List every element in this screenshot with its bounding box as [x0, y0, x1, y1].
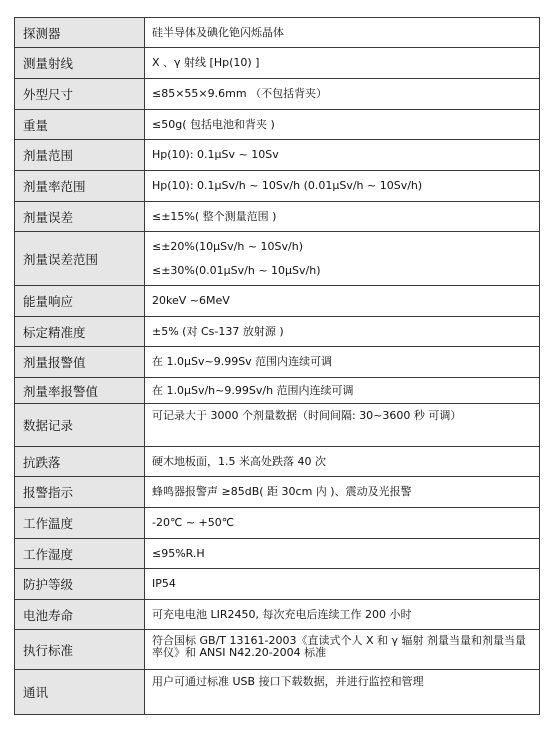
row-label: 剂量率报警值 [15, 378, 145, 404]
row-label: 探测器 [15, 18, 145, 48]
table-row [15, 286, 540, 317]
row-label: 能量响应 [15, 286, 145, 317]
row-value: 蜂鸣器报警声 ≥85dB( 距 30cm 内 )、震动及光报警 [145, 477, 540, 508]
table-row [15, 569, 540, 600]
row-value: 可记录大于 3000 个剂量数据（时间间隔: 30~3600 秒 可调） [145, 404, 540, 447]
spec-table [14, 17, 540, 715]
row-label: 剂量范围 [15, 140, 145, 171]
row-value: Hp(10): 0.1μSv/h ~ 10Sv/h (0.01μSv/h ~ 10Sv/h) [145, 171, 540, 202]
row-value: X 、γ 射线 [Hp(10) ] [145, 48, 540, 79]
row-label: 测量射线 [15, 48, 145, 79]
row-label: 电池寿命 [15, 600, 145, 630]
row-value-line: ≤±20%(10μSv/h ~ 10Sv/h) [152, 239, 304, 253]
row-value-multiline [145, 232, 540, 286]
row-value: 用户可通过标准 USB 接口下载数据，并进行监控和管理 [145, 670, 540, 715]
table-row [15, 202, 540, 232]
row-value: ≤85×55×9.6mm （不包括背夹） [145, 79, 540, 110]
row-value: ≤±15%( 整个测量范围 ) [145, 202, 540, 232]
row-label: 标定精准度 [15, 317, 145, 347]
row-value: Hp(10): 0.1μSv ~ 10Sv [145, 140, 540, 171]
row-label: 剂量误差范围 [15, 232, 145, 286]
row-value: 在 1.0μSv~9.99Sv 范围内连续可调 [145, 347, 540, 378]
table-row [15, 447, 540, 477]
row-label: 重量 [15, 110, 145, 140]
row-value: ±5% (对 Cs-137 放射源 ) [145, 317, 540, 347]
row-label: 数据记录 [15, 404, 145, 447]
row-value [145, 630, 540, 670]
row-label: 执行标准 [15, 630, 145, 670]
table-row [15, 600, 540, 630]
table-row [15, 171, 540, 202]
row-value: 在 1.0μSv/h~9.99Sv/h 范围内连续可调 [145, 378, 540, 404]
table-row [15, 670, 540, 715]
table-row [15, 18, 540, 48]
row-label: 外型尺寸 [15, 79, 145, 110]
row-value: IP54 [145, 569, 540, 600]
row-value: 硅半导体及碘化铯闪烁晶体 [145, 18, 540, 48]
row-value: 20keV ~6MeV [145, 286, 540, 317]
row-value: ≤95%R.H [145, 539, 540, 569]
row-label: 剂量率范围 [15, 171, 145, 202]
table-row [15, 477, 540, 508]
row-value: 可充电电池 LIR2450, 每次充电后连续工作 200 小时 [145, 600, 540, 630]
row-value: -20℃ ~ +50℃ [145, 508, 540, 539]
table-row [15, 378, 540, 404]
table-row [15, 140, 540, 171]
row-value-text: 符合国标 GB/T 13161-2003《直读式个人 X 和 γ 辐射 剂量当量和剂量当量率仪》和 ANSI N42.20-2004 标准 [152, 634, 526, 659]
table-row [15, 232, 540, 286]
row-label: 抗跌落 [15, 447, 145, 477]
row-label: 剂量报警值 [15, 347, 145, 378]
table-row [15, 539, 540, 569]
row-label: 通讯 [15, 670, 145, 715]
table-row [15, 347, 540, 378]
row-value-line: ≤±30%(0.01μSv/h ~ 10μSv/h) [152, 263, 321, 277]
row-label: 防护等级 [15, 569, 145, 600]
table-row [15, 508, 540, 539]
table-row [15, 630, 540, 670]
table-row [15, 317, 540, 347]
table-row [15, 110, 540, 140]
row-label: 工作湿度 [15, 539, 145, 569]
table-row [15, 404, 540, 447]
row-value: ≤50g( 包括电池和背夹 ) [145, 110, 540, 140]
table-row [15, 79, 540, 110]
row-label: 工作温度 [15, 508, 145, 539]
table-row [15, 48, 540, 79]
row-label: 剂量误差 [15, 202, 145, 232]
row-value: 硬木地板面，1.5 米高处跌落 40 次 [145, 447, 540, 477]
row-label: 报警指示 [15, 477, 145, 508]
